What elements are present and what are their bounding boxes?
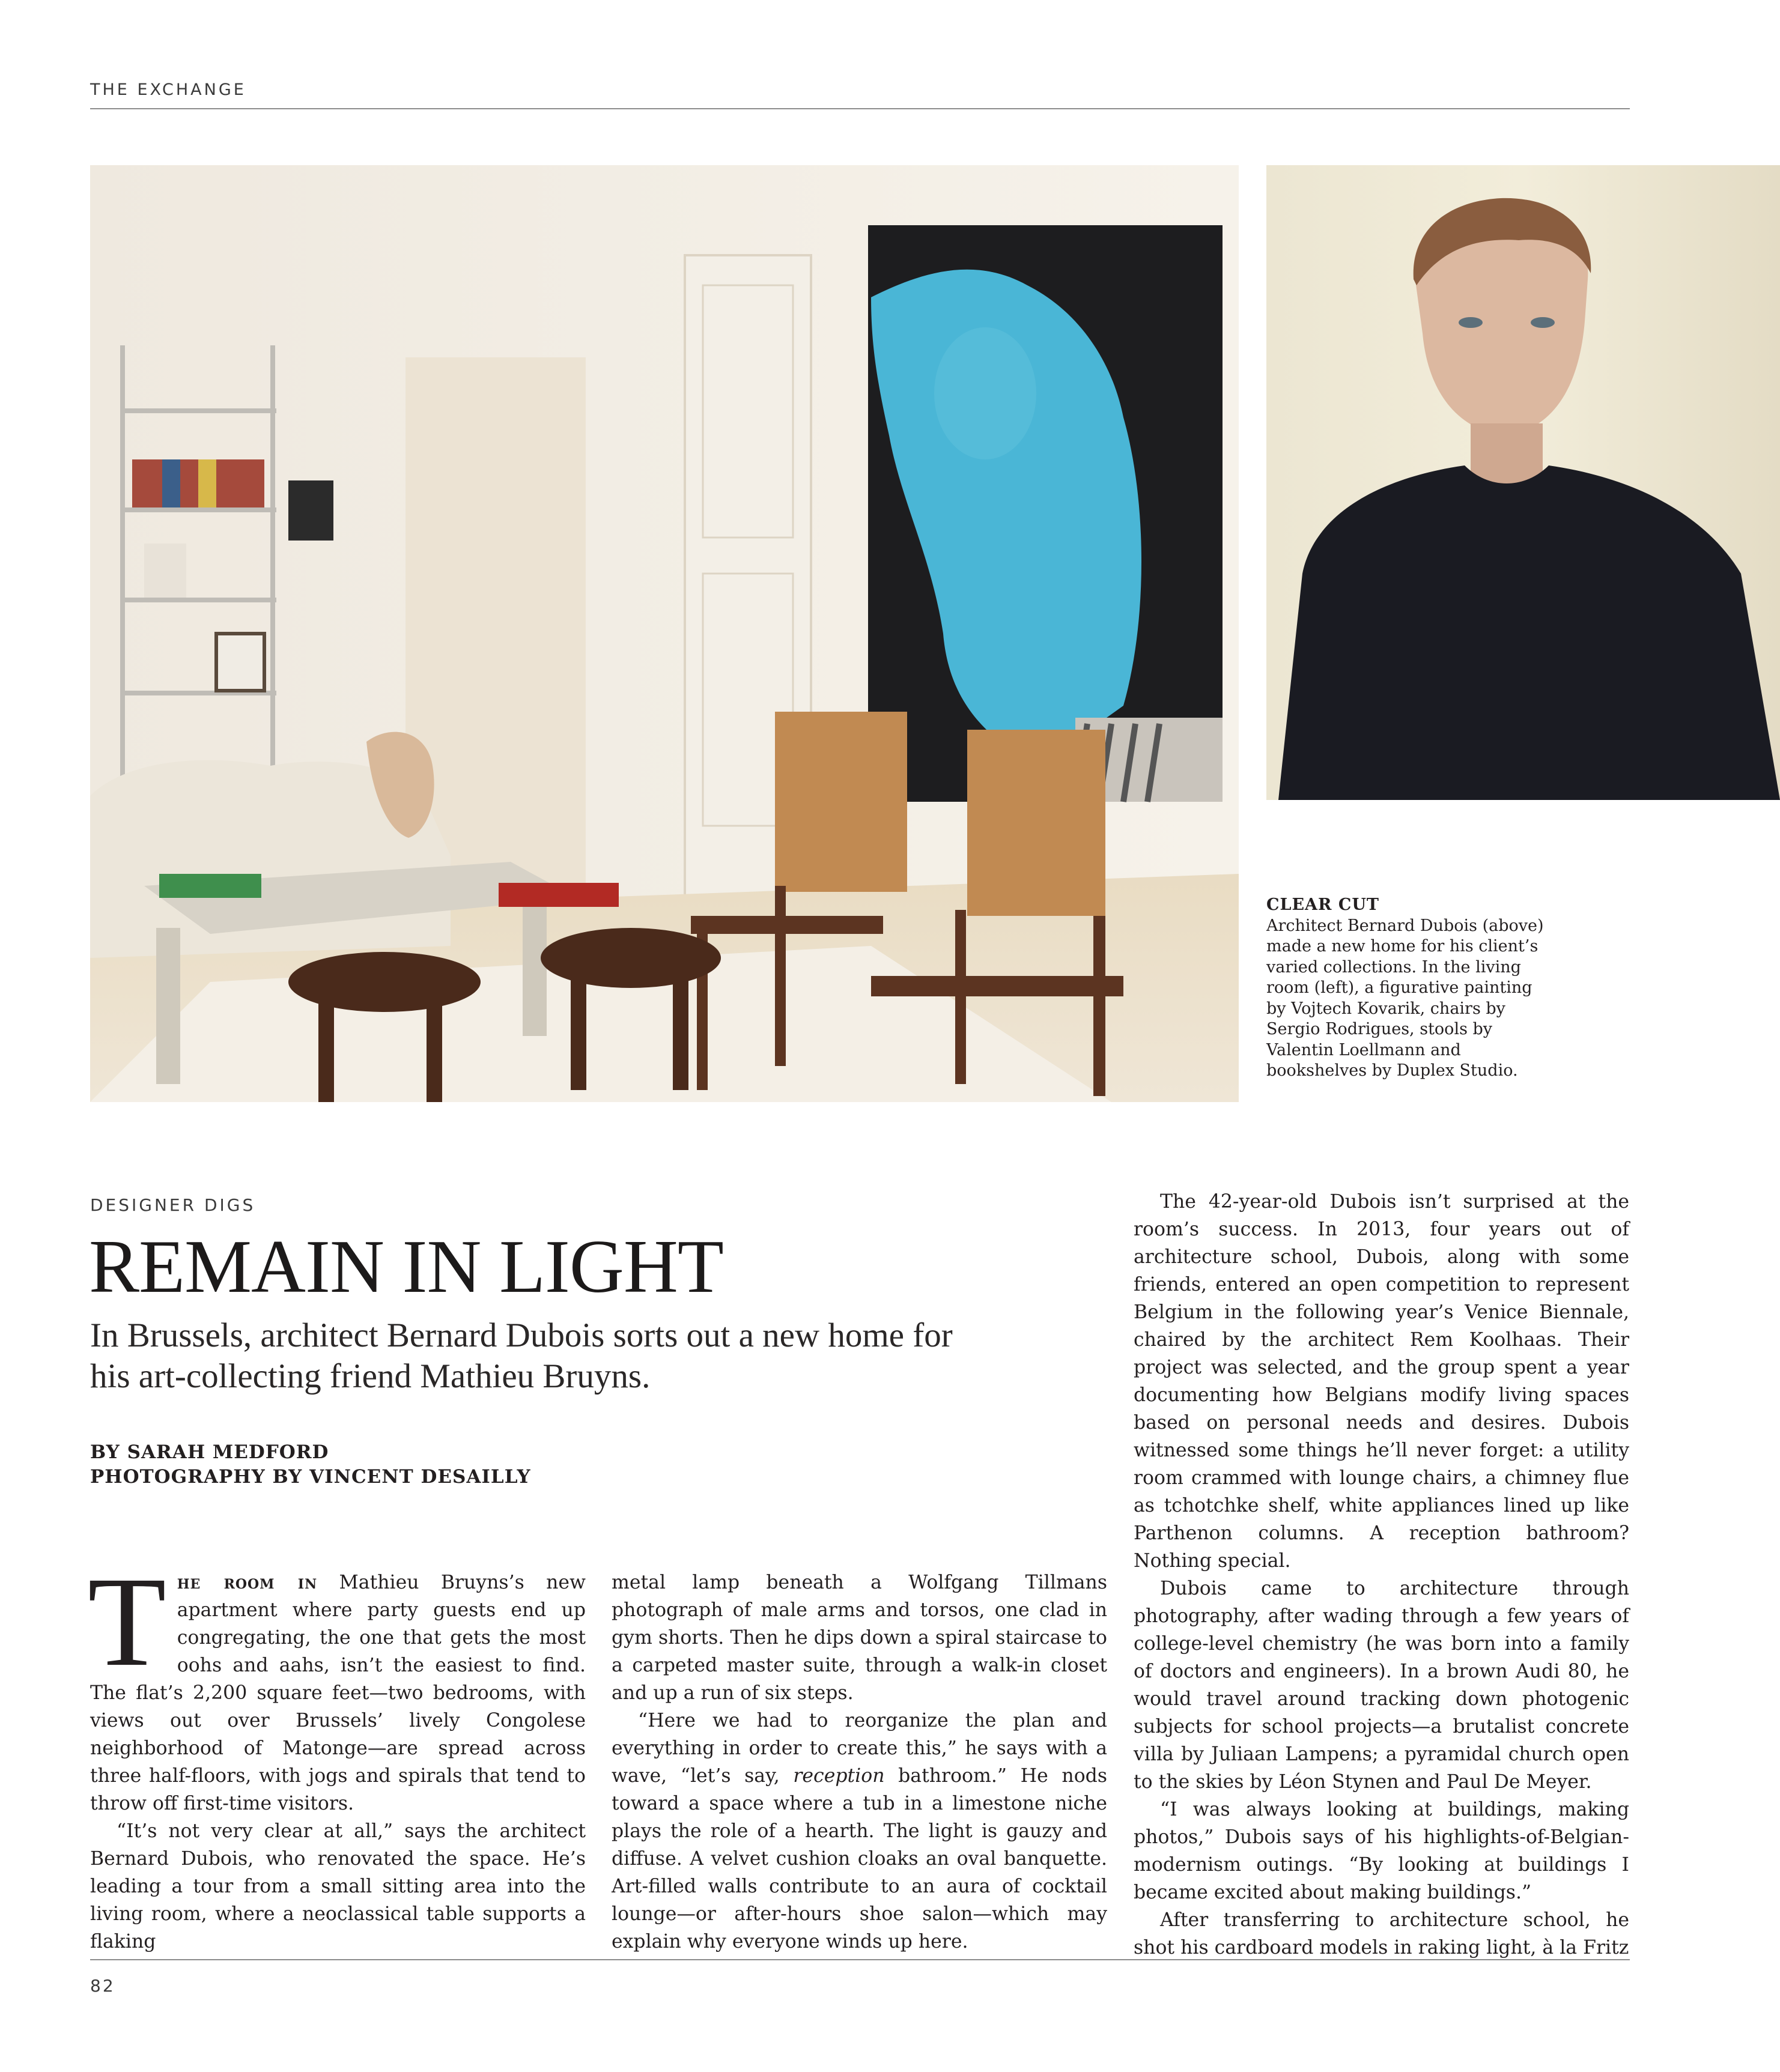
photographer-credit: PHOTOGRAPHY BY VINCENT DESAILLY (90, 1466, 531, 1488)
byline (90, 1440, 531, 1489)
footer-rule (90, 1959, 1630, 1960)
lead-in: he room in (177, 1571, 318, 1593)
page-number: 82 (90, 1976, 115, 1996)
paragraph-text: bathroom.” He nods toward a space where a tub in a limestone niche plays the role of a hearth. The light is gauzy and diffuse. A velvet cushion cloaks an oval banquette. Art-filled walls contribute to an aura of cocktail lounge—or after-hours shoe salon—which may explain why everyone winds up here. (612, 1765, 1107, 1952)
emphasis-text: reception (793, 1765, 885, 1787)
section-label: THE EXCHANGE (90, 80, 246, 99)
paragraph (88, 1551, 586, 1817)
portrait-photo (1266, 165, 1780, 800)
header-rule (90, 108, 1630, 109)
author-credit: BY SARAH MEDFORD (90, 1441, 329, 1463)
paragraph: “It’s not very clear at all,” says the architect Bernard Dubois, who renovated the space. He’s leading a tour from a small sitting area into the living room, where a neoclassical table supports a flaking (90, 1820, 586, 1952)
caption-title: CLEAR CUT (1266, 895, 1379, 914)
paragraph: “I was always looking at buildings, making photos,” Dubois says of his highlights-of-Belgian-modernism outings. “By looking at buildings I became excited about making buildings.” (1134, 1799, 1629, 1903)
living-room-photo (90, 165, 1239, 1102)
paragraph-text: Mathieu Bruyns’s new apartment where party guests end up congregating, the one that gets the most oohs and aahs, isn’t the easiest to find. The flat’s 2,200 square feet—two bedrooms, with views out over Brussels’ lively Congolese neighborhood of Matonge—are spread across three half-floors, with jogs and spirals that tend to throw off first-time visitors. (90, 1572, 586, 1814)
drop-cap: T (88, 1551, 166, 1693)
photo-caption (1266, 895, 1549, 1082)
body-column-3 (1134, 1188, 1629, 1961)
body-column-2 (612, 1569, 1107, 1955)
kicker: DESIGNER DIGS (90, 1195, 256, 1215)
paragraph-text: “Here we had to reorganize the plan and everything in order to create this,” he says with a wave, “let’s say, (612, 1710, 1107, 1787)
paragraph: metal lamp beneath a Wolfgang Tillmans photograph of male arms and torsos, one clad in gym shorts. Then he dips down a spiral staircase to a carpeted master suite, through a walk-in closet and up a run of six steps. (612, 1572, 1107, 1704)
dek: In Brussels, architect Bernard Dubois sorts out a new home for his art-collecting friend Mathieu Bruyns. (90, 1316, 953, 1395)
headline: REMAIN IN LIGHT (89, 1225, 723, 1309)
caption-text: Architect Bernard Dubois (above) made a new home for his client’s varied collections. In the living room (left), a figurative painting by Vojtech Kovarik, chairs by Sergio Rodrigues, stools by Valentin Loellmann and bookshelves by Duplex Studio. (1266, 916, 1544, 1080)
paragraph: After transferring to architecture school, he shot his cardboard models in raking light, à la Fritz (1134, 1909, 1629, 1958)
body-column-1 (88, 1551, 586, 1955)
paragraph: The 42-year-old Dubois isn’t surprised at the room’s success. In 2013, four years out of architecture school, Dubois, along with some friends, entered an open competition to represent Belgium in the following year’s Venice Biennale, chaired by the architect Rem Koolhaas. Their project was selected, and the group spent a year documenting how Belgians modify living spaces based on personal needs and desires. Dubois witnessed some things he’ll never forget: a utility room crammed with lounge chairs, a chimney flue as tchotchke shelf, white appliances lined up like Parthenon columns. A reception bathroom? Nothing special. (1134, 1191, 1629, 1572)
paragraph (612, 1707, 1107, 1955)
paragraph: Dubois came to architecture through photography, after wading through a few years of college-level chemistry (he was born into a family of doctors and engineers). In a brown Audi 80, he would travel around tracking down photogenic subjects for school projects—a brutalist concrete villa by Juliaan Lampens; a pyramidal church open to the skies by Léon Stynen and Paul De Meyer. (1134, 1578, 1629, 1793)
